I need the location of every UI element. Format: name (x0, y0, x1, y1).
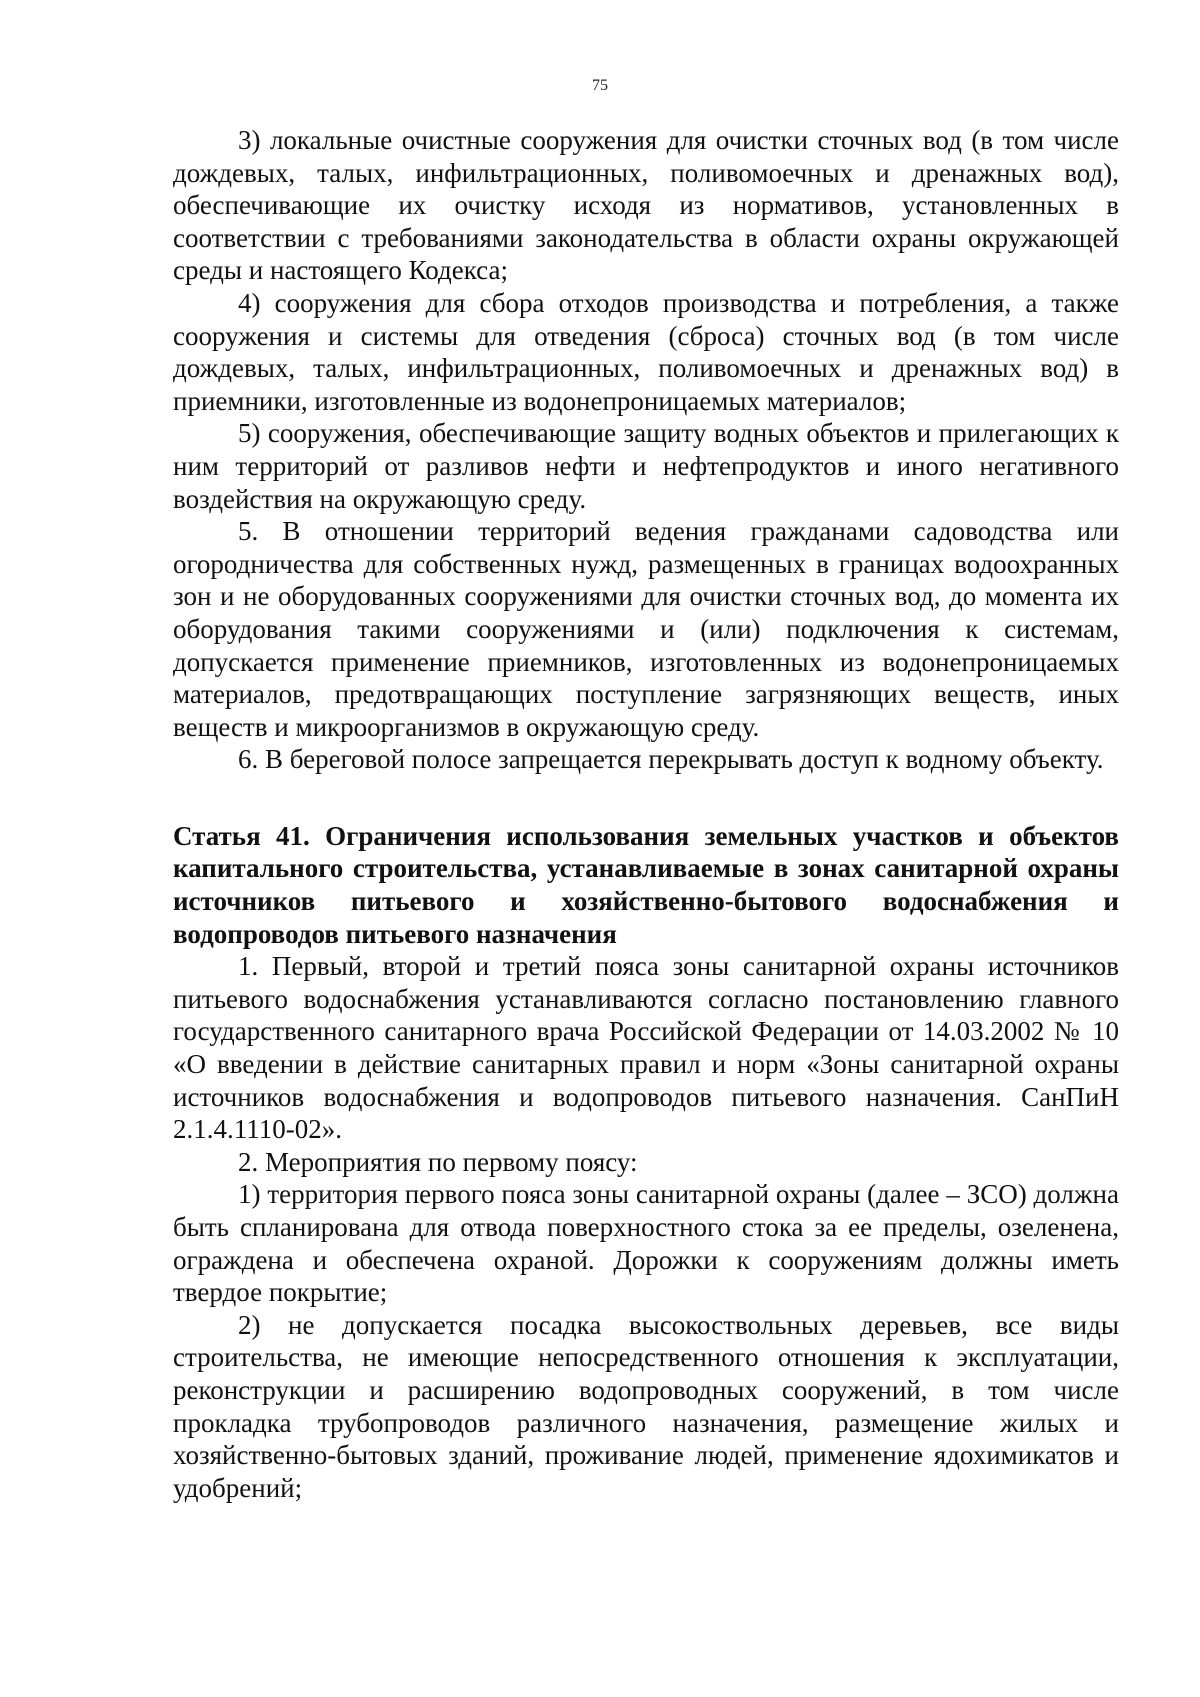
paragraph: 4) сооружения для сбора отходов производства и потребления, а также сооружения и системы для отведения (сброса) сточных вод (в том числе дождевых, талых, инфильтрационных, поливомоечных и дренажных вод) в приемники, изготовленные из водонепроницаемых материалов; (173, 287, 1119, 416)
paragraph: 5. В отношении территорий ведения гражданами садоводства или огородничества для собственных нужд, размещенных в границах водоохранных зон и не оборудованных сооружениями для очистки сточных вод, до момента их оборудования такими сооружениями и (или) подключения к системам, допускается применение приемников, изготовленных из водонепроницаемых материалов, предотвращающих поступление загрязняющих веществ, иных веществ и микроорганизмов в окружающую среду. (173, 516, 1119, 742)
paragraph: 3) локальные очистные сооружения для очистки сточных вод (в том числе дождевых, талых, инфильтрационных, поливомоечных и дренажных вод), обеспечивающие их очистку исходя из нормативов, установленных в соответствии с требованиями законодательства в области охраны окружающей среды и настоящего Кодекса; (173, 125, 1119, 286)
paragraph: 1) территория первого пояса зоны санитарной охраны (далее – ЗСО) должна быть спланирована для отвода поверхностного стока за ее пределы, озеленена, ограждена и обеспечена охраной. Дорожки к сооружениям должны иметь твердое покрытие; (173, 1179, 1119, 1308)
article-heading: Статья 41. Ограничения использования земельных участков и объектов капитального строительства, устанавливаемые в зонах санитарной охраны источников питьевого и хозяйственно-бытового водоснабжения и водопроводов питьевого назначения (173, 820, 1119, 949)
document-body (173, 124, 1119, 1504)
page-number: 75 (592, 77, 608, 94)
paragraph: 2) не допускается посадка высокоствольных деревьев, все виды строительства, не имеющие непосредственного отношения к эксплуатации, реконструкции и расширению водопроводных сооружений, в том числе прокладка трубопроводов различного назначения, размещение жилых и хозяйственно-бытовых зданий, проживание людей, применение ядохимикатов и удобрений; (173, 1309, 1119, 1503)
paragraph: 6. В береговой полосе запрещается перекрывать доступ к водному объекту. (238, 744, 1104, 775)
paragraph: 2. Мероприятия по первому поясу: (238, 1146, 638, 1177)
paragraph: 5) сооружения, обеспечивающие защиту водных объектов и прилегающих к ним территорий от разливов нефти и нефтепродуктов и иного негативного воздействия на окружающую среду. (173, 418, 1119, 514)
paragraph: 1. Первый, второй и третий пояса зоны санитарной охраны источников питьевого водоснабжения устанавливаются согласно постановлению главного государственного санитарного врача Российской Федерации от 14.03.2002 № 10 «О введении в действие санитарных правил и норм «Зоны санитарной охраны источников водоснабжения и водопроводов питьевого назначения. СанПиН 2.1.4.1110-02». (173, 951, 1119, 1145)
